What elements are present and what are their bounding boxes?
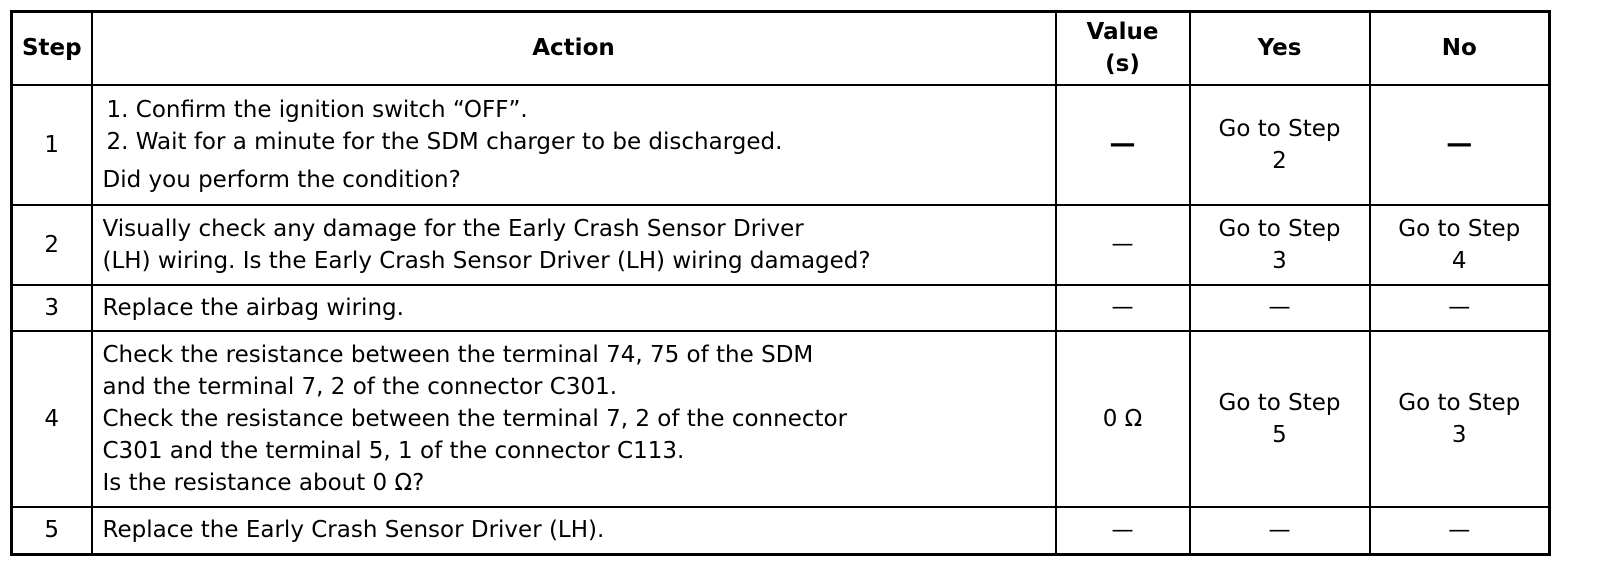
header-row bbox=[12, 12, 1550, 85]
no-cell bbox=[1370, 205, 1550, 285]
yes-cell bbox=[1190, 285, 1370, 331]
table-row-step-2 bbox=[12, 205, 1550, 285]
value-text: — bbox=[1111, 295, 1134, 320]
value-cell bbox=[1056, 285, 1190, 331]
step-number: 1 bbox=[12, 85, 92, 205]
action-line: 2. Wait for a minute for the SDM charger to be discharged. bbox=[106, 128, 783, 155]
step-number: 4 bbox=[12, 331, 92, 507]
yes-cell bbox=[1190, 85, 1370, 205]
header-no: No bbox=[1370, 12, 1550, 85]
no-text: — bbox=[1448, 517, 1471, 543]
header-value bbox=[1056, 12, 1190, 85]
diagnostic-table bbox=[10, 10, 1551, 556]
step-number: 3 bbox=[12, 285, 92, 331]
yes-cell bbox=[1190, 507, 1370, 555]
no-cell bbox=[1370, 285, 1550, 331]
action-line: Replace the Early Crash Sensor Driver (LH). bbox=[102, 517, 605, 544]
value-text: — bbox=[1111, 232, 1134, 257]
action-line: 1. Confirm the ignition switch “OFF”. bbox=[106, 96, 528, 123]
table-row-step-4 bbox=[12, 331, 1550, 507]
yes-text-line2: 2 bbox=[1272, 147, 1287, 174]
yes-text-line1: Go to Step bbox=[1218, 389, 1341, 416]
no-text-line1: Go to Step bbox=[1398, 389, 1521, 416]
step-number: 2 bbox=[12, 205, 92, 285]
no-text-line1: Go to Step bbox=[1398, 215, 1521, 242]
value-cell bbox=[1056, 507, 1190, 555]
action-cell bbox=[92, 507, 1056, 555]
header-action: Action bbox=[92, 12, 1056, 85]
action-cell bbox=[92, 85, 1056, 205]
no-cell bbox=[1370, 507, 1550, 555]
value-text: 0 Ω bbox=[1102, 405, 1143, 432]
table-row-step-3 bbox=[12, 285, 1550, 331]
yes-text-line2: 5 bbox=[1272, 421, 1287, 448]
yes-text-line2: 3 bbox=[1272, 247, 1287, 274]
no-text-line2: 4 bbox=[1451, 247, 1467, 274]
value-cell bbox=[1056, 205, 1190, 285]
yes-text: — bbox=[1268, 517, 1291, 543]
value-text: — bbox=[1111, 517, 1134, 543]
action-cell bbox=[92, 285, 1056, 331]
action-line: Replace the airbag wiring. bbox=[102, 294, 404, 321]
action-line: and the terminal 7, 2 of the connector C301. bbox=[102, 373, 618, 400]
value-text: — bbox=[1109, 129, 1136, 159]
yes-text-line1: Go to Step bbox=[1218, 115, 1341, 142]
step-number: 5 bbox=[12, 507, 92, 555]
header-value-line1: Value bbox=[1086, 19, 1159, 46]
no-cell bbox=[1370, 85, 1550, 205]
action-line: (LH) wiring. Is the Early Crash Sensor Driver (LH) wiring damaged? bbox=[102, 247, 871, 274]
action-cell bbox=[92, 331, 1056, 507]
no-text: — bbox=[1448, 295, 1471, 320]
diagnostic-table-container bbox=[10, 10, 1548, 556]
header-value-line2: (s) bbox=[1105, 51, 1140, 78]
yes-cell bbox=[1190, 331, 1370, 507]
yes-cell bbox=[1190, 205, 1370, 285]
action-line: Check the resistance between the terminal 74, 75 of the SDM bbox=[102, 341, 814, 368]
value-cell bbox=[1056, 331, 1190, 507]
header-step: Step bbox=[12, 12, 92, 85]
action-line: Is the resistance about 0 Ω? bbox=[102, 469, 425, 496]
action-cell bbox=[92, 205, 1056, 285]
action-line: Visually check any damage for the Early Crash Sensor Driver bbox=[102, 215, 804, 242]
action-line: Check the resistance between the terminal 7, 2 of the connector bbox=[102, 405, 848, 432]
no-text: — bbox=[1446, 129, 1473, 159]
action-line: C301 and the terminal 5, 1 of the connector C113. bbox=[102, 437, 685, 464]
yes-text-line1: Go to Step bbox=[1218, 215, 1341, 242]
yes-text: — bbox=[1268, 295, 1291, 320]
no-cell bbox=[1370, 331, 1550, 507]
value-cell bbox=[1056, 85, 1190, 205]
no-text-line2: 3 bbox=[1451, 421, 1467, 448]
table-row-step-1 bbox=[12, 85, 1550, 205]
header-yes: Yes bbox=[1190, 12, 1370, 85]
table-row-step-5 bbox=[12, 507, 1550, 555]
action-line: Did you perform the condition? bbox=[102, 166, 461, 193]
